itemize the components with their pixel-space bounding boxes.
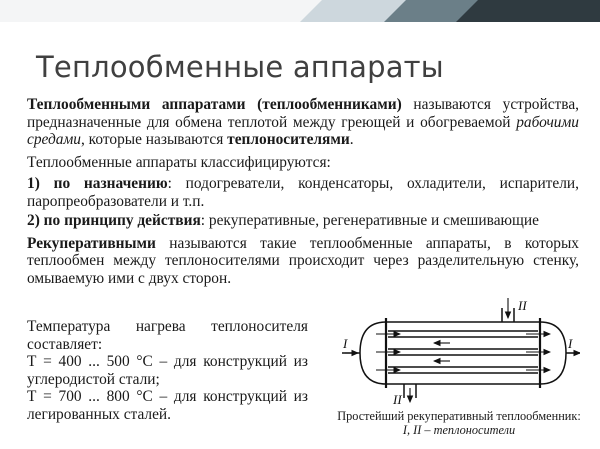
diagram-caption [328, 409, 590, 437]
working-media-term: рабочими средами [27, 113, 579, 148]
left-head [360, 322, 386, 384]
temperature-alloy-steel: Т = 700 ... 800 °С – для конструкций из легированных сталей. [27, 388, 308, 423]
recuperative-definition: Рекуперативными называются такие теплообменные аппараты, в которых теплообмен между теплоносителями происходит через разделительную стенку, омываемую ими с двух сторон. [27, 234, 579, 287]
caption-line2: I, II – теплоносители [402, 423, 516, 437]
classification-intro: Теплообменные аппараты классифицируются: [27, 153, 331, 171]
slide-body [27, 96, 579, 287]
classification-by-principle: 2) по принципу действия: рекуперативные, регенеративные и смешивающие [27, 212, 539, 229]
definition-term: Теплообменными аппаратами (теплообменниками) [27, 96, 402, 113]
definition-paragraph: Теплообменными аппаратами (теплообменниками) называются устройства, предназначенные для обмена теплотой между греющей и обогреваемой рабочими средами, которые называются теплоносителями. [27, 96, 579, 148]
classification-by-purpose: 1) по назначению: подогреватели, конденсаторы, охладители, испарители, паропреобразователи и т.п. [27, 175, 580, 210]
header-decoration-bar [0, 0, 600, 22]
temperature-carbon-steel: Т = 400 ... 500 °С – для конструкций из углеродистой стали; [27, 353, 308, 388]
heat-carriers-term: теплоносителями [227, 131, 350, 148]
right-head [540, 322, 566, 384]
label-II-bottom: II [393, 392, 402, 406]
heat-exchanger-diagram [340, 298, 580, 406]
label-I-right: I [568, 336, 573, 351]
temperature-intro: Температура нагрева теплоносителя составляет: [27, 318, 308, 353]
label-I-left: I [343, 336, 348, 351]
slide-title: Теплообменные аппараты [36, 50, 444, 84]
temperature-block [27, 318, 308, 423]
caption-line1: Простейший рекуперативный теплообменник: [337, 409, 581, 423]
label-II-top: II [518, 298, 527, 313]
